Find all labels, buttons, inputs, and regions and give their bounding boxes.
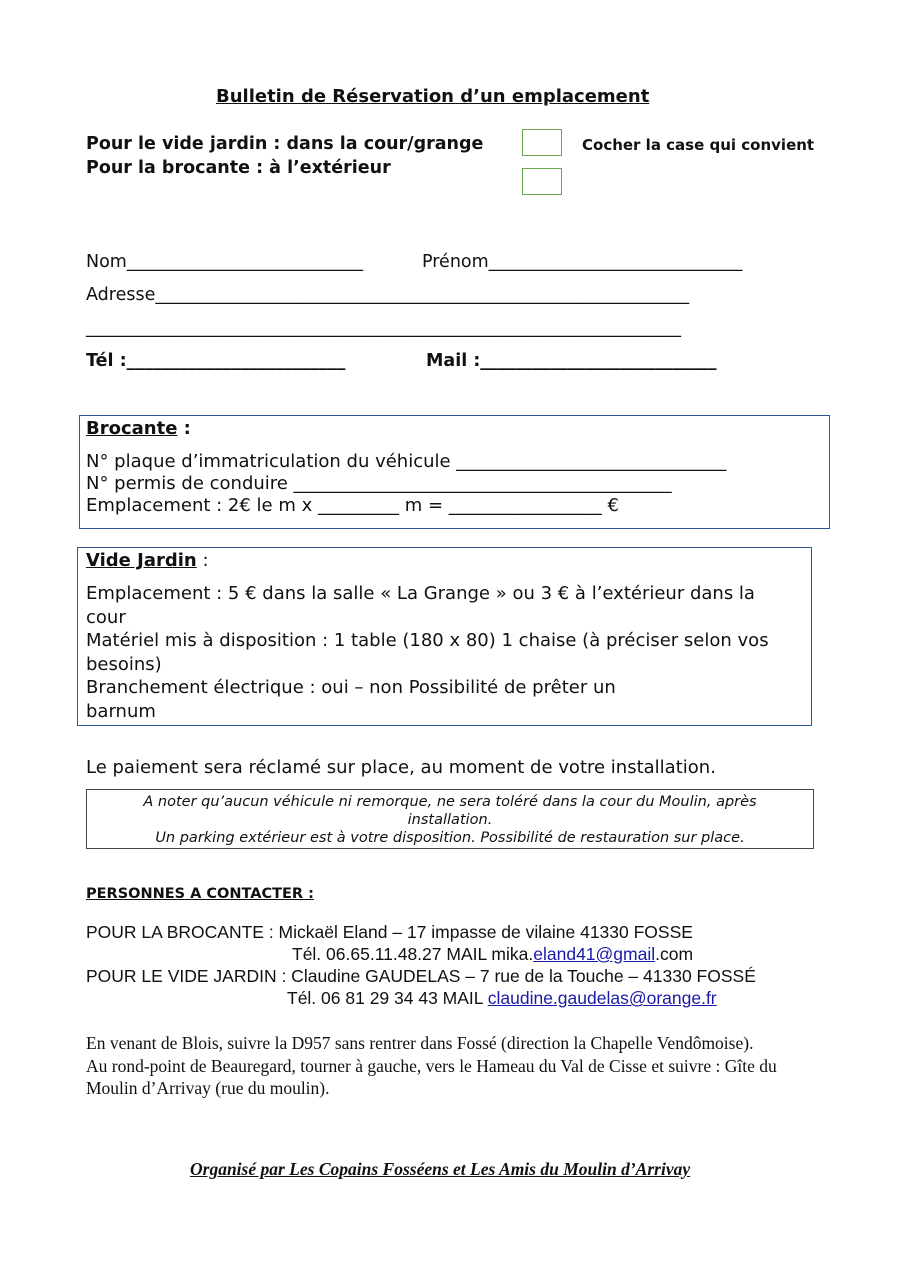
vj-emplacement-line1: Emplacement : 5 € dans la salle « La Grange » ou 3 € à l’extérieur dans la xyxy=(86,583,755,604)
brocante-emplacement-field[interactable]: Emplacement : 2€ le m x _________ m = _________________ € xyxy=(86,495,619,516)
vide-jardin-heading xyxy=(86,550,209,571)
vj-branchement-line2: barnum xyxy=(86,701,156,722)
brocante-contact-line: POUR LA BROCANTE : Mickaël Eland – 17 impasse de vilaine 41330 FOSSE xyxy=(86,922,693,942)
brocante-checkbox[interactable] xyxy=(522,168,562,195)
permis-field[interactable]: N° permis de conduire __________________________________________ xyxy=(86,473,672,494)
vj-emplacement-line2: cour xyxy=(86,607,126,628)
brocante-mail-link[interactable]: eland41@gmail xyxy=(533,944,656,964)
contacts-heading: PERSONNES A CONTACTER : xyxy=(86,886,314,902)
note-line-1: A noter qu’aucun véhicule ni remorque, ne sera toléré dans la cour du Moulin, après xyxy=(143,794,757,810)
footer-organizer: Organisé par Les Copains Fosséens et Les Amis du Moulin d’Arrivay xyxy=(190,1159,691,1179)
brocante-mail-end: .com xyxy=(655,944,694,964)
vj-materiel-line1: Matériel mis à disposition : 1 table (180 x 80) 1 chaise (à préciser selon vos xyxy=(86,630,769,651)
option-vide-jardin-label: Pour le vide jardin : dans la cour/grange xyxy=(86,134,484,154)
vj-materiel-line2: besoins) xyxy=(86,654,162,675)
checkbox-hint: Cocher la case qui convient xyxy=(582,136,815,154)
note-box xyxy=(86,789,814,849)
brocante-contact-tel xyxy=(292,944,693,965)
prenom-field[interactable]: Prénom_____________________________ xyxy=(422,252,743,272)
vide-jardin-checkbox[interactable] xyxy=(522,129,562,156)
brocante-tel-text: Tél. 06.65.11.48.27 MAIL mika. xyxy=(292,944,534,964)
vide-mail-link[interactable]: claudine.gaudelas@orange.fr xyxy=(487,988,717,1008)
vide-jardin-title: Vide Jardin xyxy=(86,550,197,571)
brocante-title: Brocante xyxy=(86,418,178,439)
option-brocante-label: Pour la brocante : à l’extérieur xyxy=(86,158,391,178)
note-line-3: Un parking extérieur est à votre disposition. Possibilité de restauration sur place. xyxy=(155,830,745,846)
nom-field[interactable]: Nom___________________________ xyxy=(86,252,364,272)
brocante-heading xyxy=(86,418,191,439)
vide-tel-text: Tél. 06 81 29 34 43 MAIL xyxy=(287,988,488,1008)
directions-line-2: Au rond-point de Beauregard, tourner à gauche, vers le Hameau du Val de Cisse et suivre : Gîte du xyxy=(86,1056,777,1076)
vide-jardin-section xyxy=(77,547,812,726)
adresse-line-2[interactable]: ____________________________________________________________________ xyxy=(86,318,681,338)
vj-branchement-line1: Branchement électrique : oui – non Possibilité de prêter un xyxy=(86,677,616,698)
vide-jardin-contact-tel xyxy=(287,988,717,1009)
vide-jardin-colon: : xyxy=(196,550,209,571)
tel-field[interactable]: Tél :_________________________ xyxy=(86,351,346,371)
brocante-section xyxy=(79,415,830,529)
document-title: Bulletin de Réservation d’un emplacement xyxy=(216,86,650,107)
mail-field[interactable]: Mail :___________________________ xyxy=(426,351,717,371)
vide-jardin-contact-line: POUR LE VIDE JARDIN : Claudine GAUDELAS – 7 rue de la Touche – 41330 FOSSÉ xyxy=(86,966,756,986)
adresse-field[interactable]: Adresse_____________________________________________________________ xyxy=(86,285,690,305)
directions-line-3: Moulin d’Arrivay (rue du moulin). xyxy=(86,1078,330,1098)
directions-line-1: En venant de Blois, suivre la D957 sans rentrer dans Fossé (direction la Chapelle Vendômoise). xyxy=(86,1033,754,1053)
plaque-field[interactable]: N° plaque d’immatriculation du véhicule ______________________________ xyxy=(86,451,727,472)
note-line-2: installation. xyxy=(407,812,493,828)
brocante-colon: : xyxy=(177,418,191,439)
paiement-text: Le paiement sera réclamé sur place, au moment de votre installation. xyxy=(86,757,716,778)
